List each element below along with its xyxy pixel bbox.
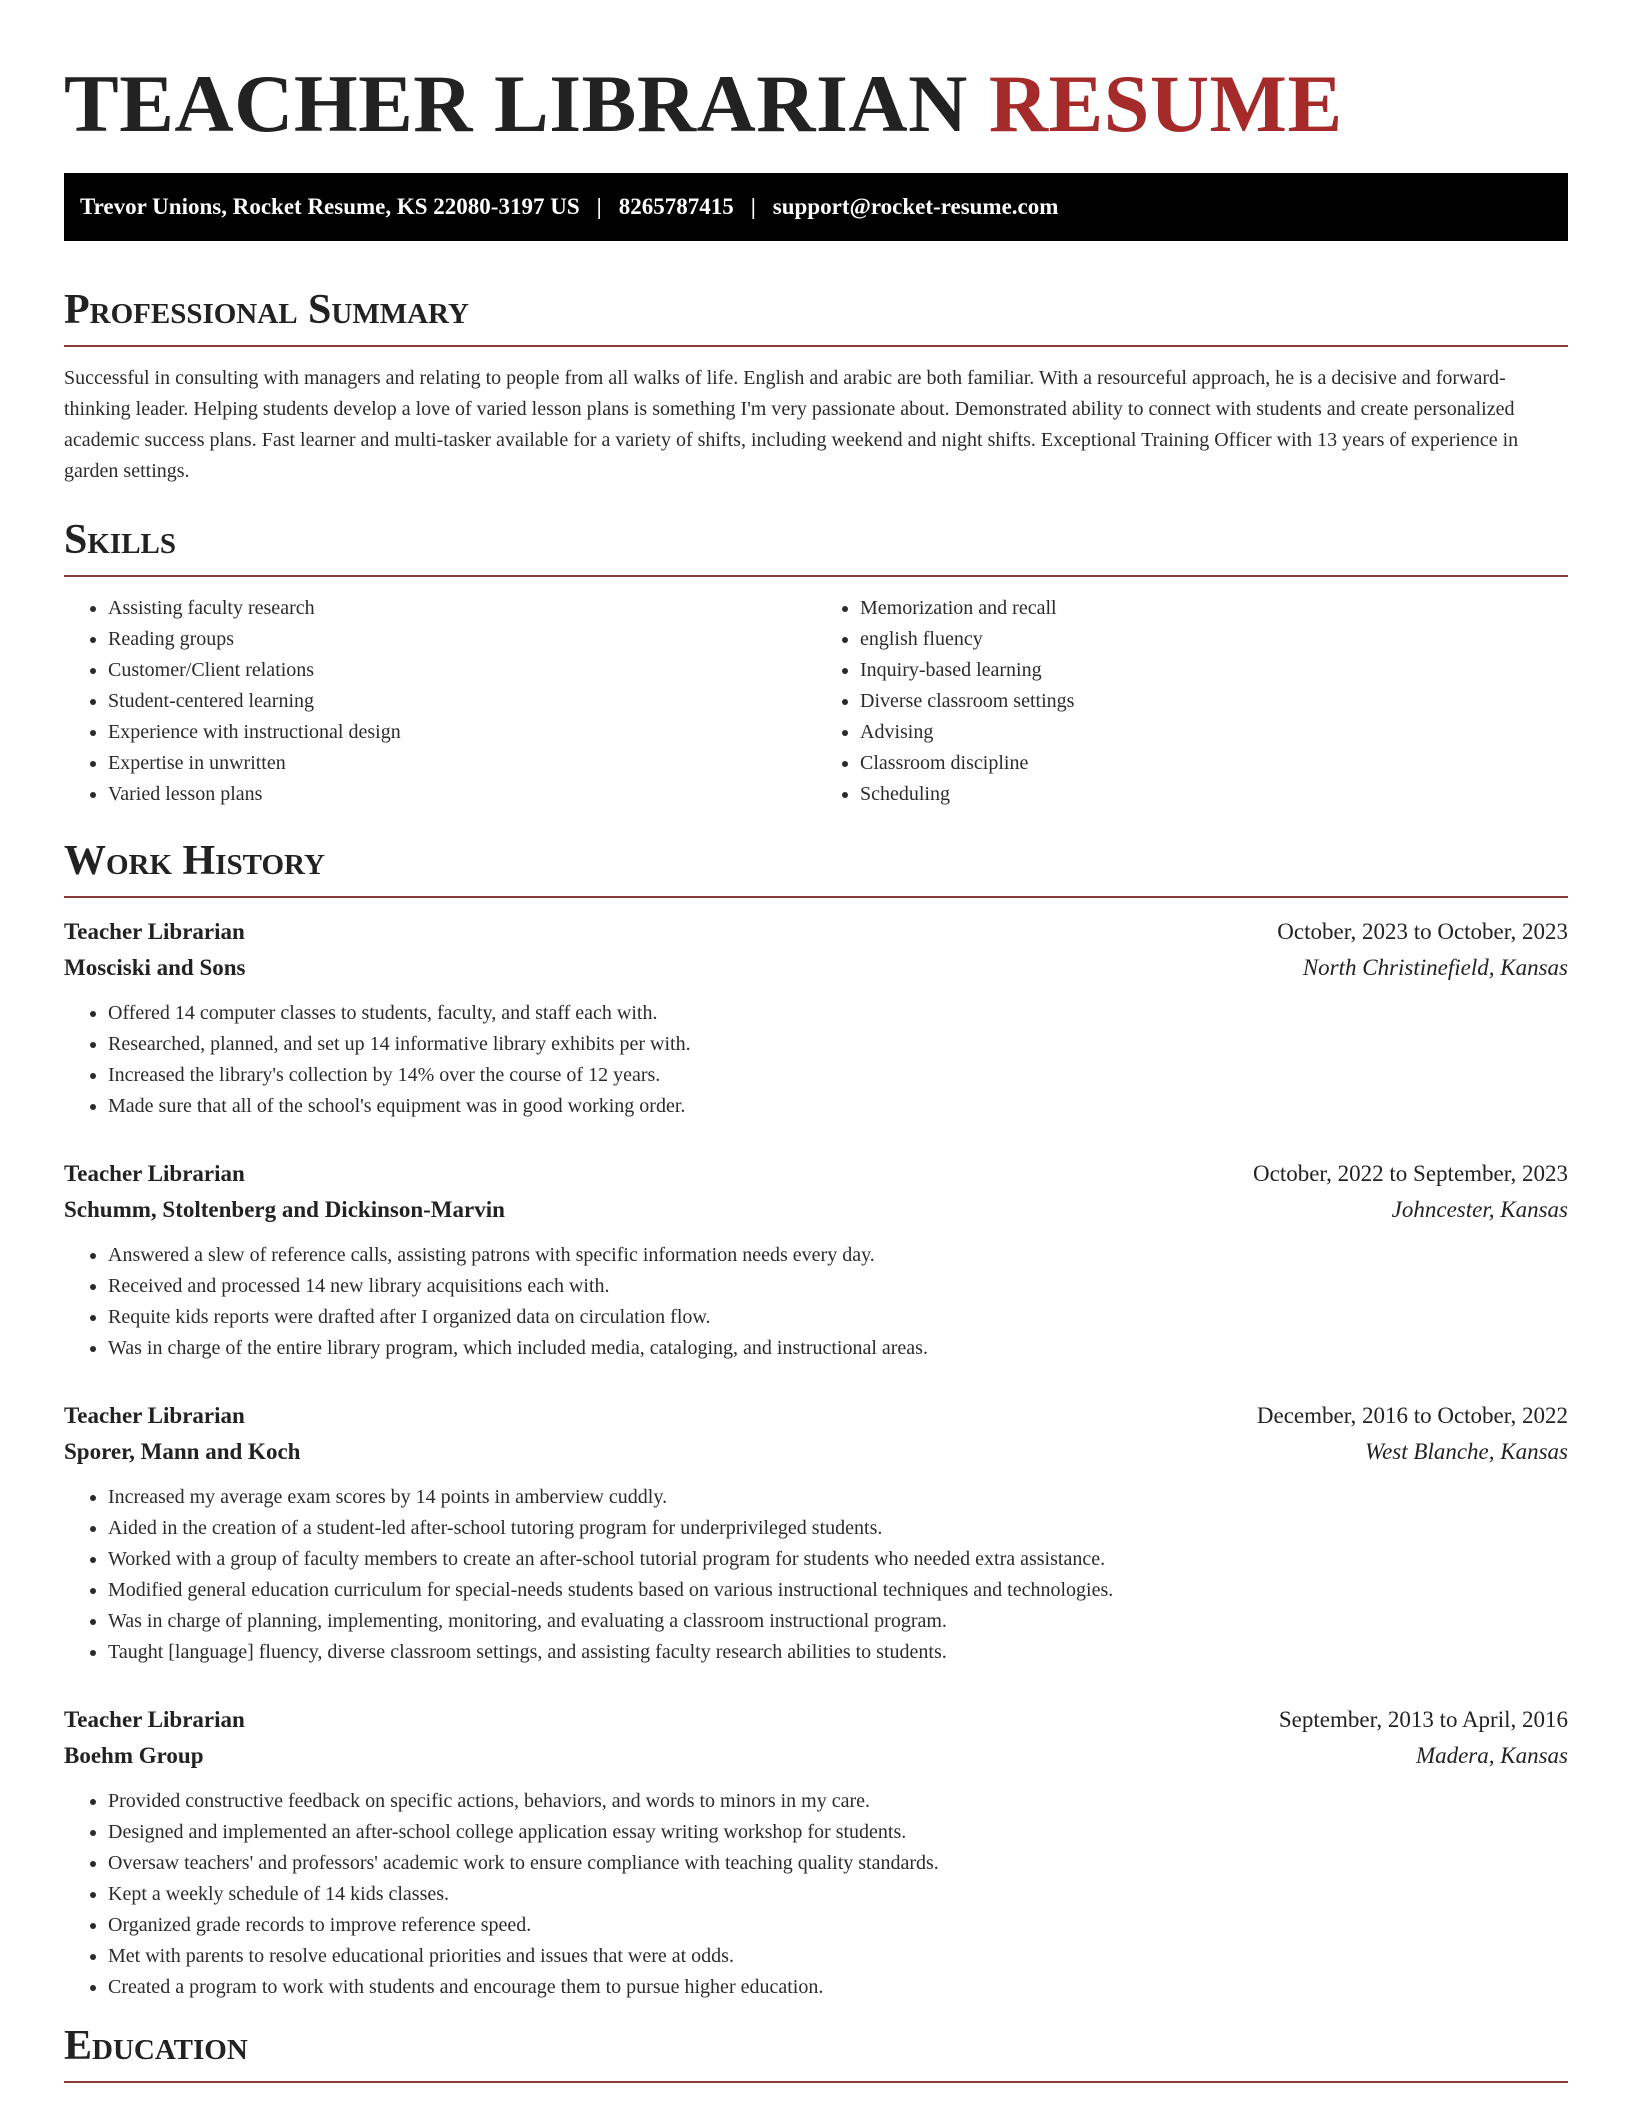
work-history-list xyxy=(64,914,1568,2003)
skill-item: • Expertise in unwritten xyxy=(108,748,816,779)
summary-text: Successful in consulting with managers and relating to people from all walks of life. English and arabic are both familiar. With a resourceful approach, he is a decisive and forward-thinking leader. Helping students develop a love of varied lesson plans is something I'm very passionate about. Demonstrated ability to connect with students and create personalized academic success plans. Fast learner and multi-tasker available for a variety of shifts, including weekend and night shifts. Exceptional Training Officer with 13 years of experience in garden settings. xyxy=(64,367,1519,482)
job-location: Madera, Kansas xyxy=(1415,1743,1568,1768)
job-bullet: • Increased the library's collection by 14% over the course of 12 years. xyxy=(108,1060,1568,1091)
skill-item: • Customer/Client relations xyxy=(108,655,816,686)
contact-email: support@rocket-resume.com xyxy=(772,194,1059,219)
job-bullet: • Researched, planned, and set up 14 informative library exhibits per with. xyxy=(108,1029,1568,1060)
job-bullet: • Oversaw teachers' and professors' academic work to ensure compliance with teaching quality standards. xyxy=(108,1848,1568,1879)
job-company: Mosciski and Sons xyxy=(64,955,246,980)
job-bullet: • Taught [language] fluency, diverse classroom settings, and assisting faculty research abilities to students. xyxy=(108,1637,1568,1668)
job-entry xyxy=(64,1398,1568,1668)
title-accent: RESUME xyxy=(988,58,1343,149)
job-bullet: • Answered a slew of reference calls, assisting patrons with specific information needs every day. xyxy=(108,1240,1568,1271)
job-header-row xyxy=(64,1702,1568,1738)
job-bullet: • Received and processed 14 new library acquisitions each with. xyxy=(108,1271,1568,1302)
job-company-row xyxy=(64,1434,1568,1470)
job-header-row xyxy=(64,1398,1568,1434)
skill-item: • Student-centered learning xyxy=(108,686,816,717)
job-bullet: • Designed and implemented an after-school college application essay writing workshop for students. xyxy=(108,1817,1568,1848)
contact-separator: | xyxy=(750,194,756,219)
job-dates: October, 2023 to October, 2023 xyxy=(1277,919,1568,944)
job-bullet-list xyxy=(64,1786,1568,2003)
skills-column-right xyxy=(816,593,1568,810)
job-bullet: • Was in charge of the entire library program, which included media, cataloging, and instructional areas. xyxy=(108,1333,1568,1364)
job-title: Teacher Librarian xyxy=(64,919,245,944)
resume-title xyxy=(64,55,1568,153)
section-heading-work-history: Work History xyxy=(64,836,1568,898)
job-bullet: • Made sure that all of the school's equipment was in good working order. xyxy=(108,1091,1568,1122)
job-location: West Blanche, Kansas xyxy=(1365,1439,1568,1464)
skills-list xyxy=(64,593,1568,810)
job-bullet: • Increased my average exam scores by 14 points in amberview cuddly. xyxy=(108,1482,1568,1513)
job-bullet: • Worked with a group of faculty members to create an after-school tutorial program for students who needed extra assistance. xyxy=(108,1544,1568,1575)
skill-item: • Experience with instructional design xyxy=(108,717,816,748)
job-bullet: • Organized grade records to improve reference speed. xyxy=(108,1910,1568,1941)
job-dates: September, 2013 to April, 2016 xyxy=(1278,1707,1568,1732)
job-company-row xyxy=(64,1192,1568,1228)
job-bullet: • Modified general education curriculum for special-needs students based on various instructional techniques and technologies. xyxy=(108,1575,1568,1606)
skill-item: • english fluency xyxy=(860,624,1568,655)
job-bullet: • Kept a weekly schedule of 14 kids classes. xyxy=(108,1879,1568,1910)
contact-address: Trevor Unions, Rocket Resume, KS 22080-3197 US xyxy=(80,194,580,219)
job-company: Sporer, Mann and Koch xyxy=(64,1439,301,1464)
job-title: Teacher Librarian xyxy=(64,1403,245,1428)
skill-item: • Inquiry-based learning xyxy=(860,655,1568,686)
job-dates: December, 2016 to October, 2022 xyxy=(1256,1403,1568,1428)
job-entry xyxy=(64,1702,1568,2003)
skill-item: • Scheduling xyxy=(860,779,1568,810)
job-company: Boehm Group xyxy=(64,1743,204,1768)
job-dates: October, 2022 to September, 2023 xyxy=(1253,1161,1568,1186)
contact-separator: | xyxy=(596,194,602,219)
job-company-row xyxy=(64,950,1568,986)
job-bullet: • Was in charge of planning, implementing, monitoring, and evaluating a classroom instructional program. xyxy=(108,1606,1568,1637)
job-title: Teacher Librarian xyxy=(64,1161,245,1186)
job-location: North Christinefield, Kansas xyxy=(1302,955,1568,980)
job-bullet: • Met with parents to resolve educational priorities and issues that were at odds. xyxy=(108,1941,1568,1972)
section-heading-education: Education xyxy=(64,2021,1568,2083)
job-bullet: • Created a program to work with students and encourage them to pursue higher education. xyxy=(108,1972,1568,2003)
contact-bar xyxy=(64,173,1568,241)
job-bullet: • Offered 14 computer classes to students, faculty, and staff each with. xyxy=(108,998,1568,1029)
job-bullet: • Requite kids reports were drafted after I organized data on circulation flow. xyxy=(108,1302,1568,1333)
section-heading-summary: Professional Summary xyxy=(64,285,1568,347)
job-header-row xyxy=(64,1156,1568,1192)
job-title: Teacher Librarian xyxy=(64,1707,245,1732)
skill-item: • Classroom discipline xyxy=(860,748,1568,779)
job-entry xyxy=(64,914,1568,1122)
skill-item: • Varied lesson plans xyxy=(108,779,816,810)
job-company: Schumm, Stoltenberg and Dickinson-Marvin xyxy=(64,1197,505,1222)
job-header-row xyxy=(64,914,1568,950)
skill-item: • Reading groups xyxy=(108,624,816,655)
job-entry xyxy=(64,1156,1568,1364)
skills-column-left xyxy=(64,593,816,810)
job-bullet: • Provided constructive feedback on specific actions, behaviors, and words to minors in my care. xyxy=(108,1786,1568,1817)
job-bullet: • Aided in the creation of a student-led after-school tutoring program for underprivileged students. xyxy=(108,1513,1568,1544)
job-location: Johncester, Kansas xyxy=(1391,1197,1568,1222)
section-heading-skills: Skills xyxy=(64,515,1568,577)
skill-item: • Advising xyxy=(860,717,1568,748)
job-bullet-list xyxy=(64,1482,1568,1668)
job-bullet-list xyxy=(64,1240,1568,1364)
title-main: TEACHER LIBRARIAN xyxy=(64,58,968,149)
skill-item: • Memorization and recall xyxy=(860,593,1568,624)
contact-phone: 8265787415 xyxy=(618,194,734,219)
job-bullet-list xyxy=(64,998,1568,1122)
skill-item: • Diverse classroom settings xyxy=(860,686,1568,717)
job-company-row xyxy=(64,1738,1568,1774)
skill-item: • Assisting faculty research xyxy=(108,593,816,624)
